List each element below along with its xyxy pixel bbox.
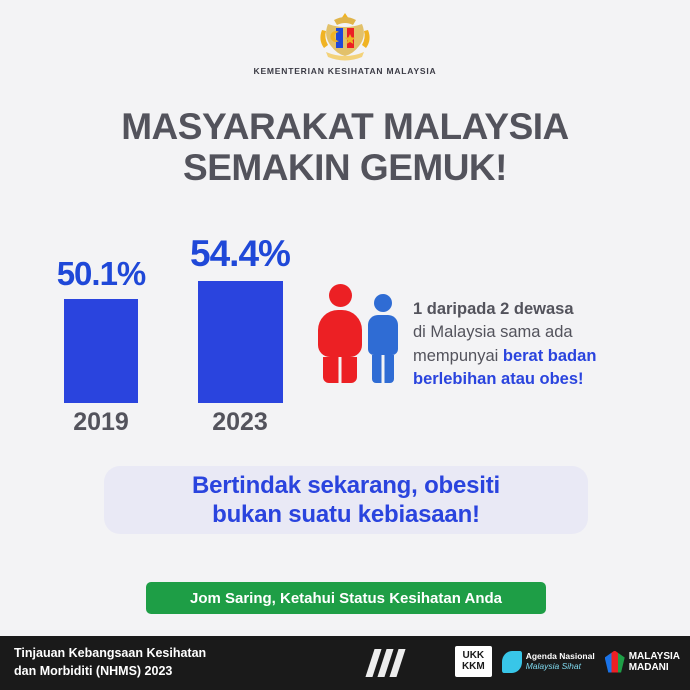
title-line-2: SEMAKIN GEMUK! (183, 147, 507, 189)
call-to-action-box (104, 466, 588, 534)
agenda-leaf-icon (502, 651, 522, 673)
agenda-nasional-logo (502, 651, 595, 673)
side-note-lead: 1 daripada 2 dewasa (413, 300, 574, 318)
title-line-1: MASYARAKAT MALAYSIA (121, 106, 569, 147)
bar-value-2019: 50.1% (56, 255, 146, 292)
malaysia-coat-of-arms-icon (314, 10, 376, 62)
madani-logo-line-2: MADANI (628, 661, 669, 673)
agenda-logo-line-2: Malaysia Sihat (525, 660, 581, 671)
bar-group-2023 (166, 233, 314, 437)
side-note-line-2: di Malaysia sama ada (413, 323, 573, 342)
footer-logos (455, 646, 680, 677)
agenda-logo-line-1: Agenda Nasional (525, 650, 595, 661)
side-note-line-4: berlebihan atau obes! (413, 370, 584, 389)
bar-label-2019: 2019 (73, 408, 129, 436)
page-title (0, 106, 690, 189)
malaysia-madani-logo (605, 651, 680, 673)
side-note-line-3 (413, 345, 663, 368)
bar-rect-2019 (64, 299, 138, 403)
ukk-logo-line-2: KKM (461, 660, 485, 672)
ukk-logo-line-1: UKK (462, 650, 485, 661)
ukk-kkm-logo (455, 646, 492, 677)
bar-value-2023: 54.4% (190, 233, 290, 274)
madani-emblem-icon (605, 651, 625, 673)
header (0, 0, 690, 76)
footer-source-line-1: Tinjauan Kebangsaan Kesihatan (14, 646, 207, 661)
footer-source (14, 645, 206, 681)
bar-rect-2023 (198, 281, 283, 403)
slash-decoration-icon (370, 649, 401, 677)
side-note-line-3-highlight: berat badan (502, 346, 597, 365)
bar-group-2019 (36, 255, 166, 437)
footer-source-line-2: dan Morbiditi (NHMS) 2023 (14, 664, 173, 678)
ministry-label: KEMENTERIAN KESIHATAN MALAYSIA (253, 66, 437, 76)
cta-line-2: bukan suatu kebiasaan! (212, 501, 480, 528)
slim-person-icon (368, 294, 398, 383)
madani-logo-line-1: MALAYSIA (628, 650, 680, 662)
cta-line-1: Bertindak sekarang, obesiti (191, 471, 501, 499)
green-banner (146, 582, 546, 614)
madani-logo-text (629, 651, 680, 673)
people-illustration (318, 273, 404, 383)
call-to-action-text (192, 471, 500, 530)
overweight-person-icon (318, 284, 362, 383)
side-note (413, 298, 663, 392)
agenda-logo-text (526, 652, 595, 672)
green-banner-text: Jom Saring, Ketahui Status Kesihatan Anda (189, 589, 502, 607)
footer (0, 636, 690, 690)
bar-label-2023: 2023 (212, 408, 268, 436)
side-note-line-3-plain: mempunyai (413, 346, 503, 365)
